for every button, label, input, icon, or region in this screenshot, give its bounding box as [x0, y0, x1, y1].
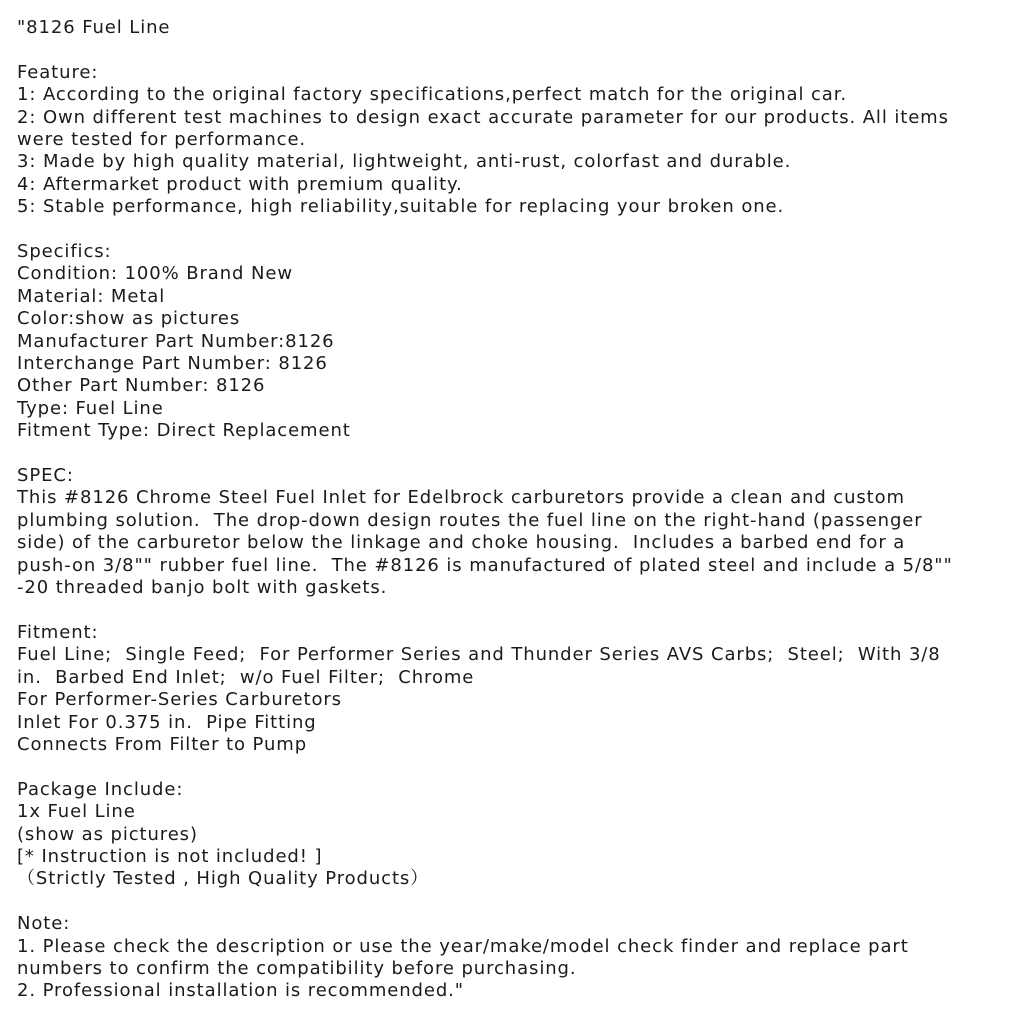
text-line: [* Instruction is not included! ]: [17, 845, 323, 867]
section-package-include: [17, 779, 1014, 891]
text-line: -20 threaded banjo bolt with gaskets.: [17, 577, 388, 599]
text-line: Condition: 100% Brand New: [17, 263, 293, 285]
section-heading: Package Include:: [17, 778, 184, 800]
text-line: 3: Made by high quality material, lightweight, anti-rust, colorfast and durable.: [17, 151, 792, 173]
product-title: "8126 Fuel Line: [17, 17, 171, 38]
section-feature: [17, 62, 1014, 219]
text-line: Manufacturer Part Number:8126: [17, 330, 335, 352]
section-spec: [17, 465, 1014, 599]
text-line: 2: Own different test machines to design exact accurate parameter for our products. All items: [17, 106, 949, 128]
text-line: Type: Fuel Line: [17, 397, 164, 419]
text-line: in. Barbed End Inlet; w/o Fuel Filter; Chrome: [17, 666, 475, 688]
text-line: (show as pictures): [17, 823, 198, 845]
section-fitment: [17, 622, 1014, 756]
text-line: Inlet For 0.375 in. Pipe Fitting: [17, 711, 317, 733]
section-heading: Specifics:: [17, 241, 112, 263]
text-line: Connects From Filter to Pump: [17, 733, 308, 755]
section-specifics: [17, 241, 1014, 443]
section-heading: Note:: [17, 913, 71, 935]
text-line: were tested for performance.: [17, 129, 307, 151]
text-line: Material: Metal: [17, 285, 166, 307]
text-line: 2. Professional installation is recommended.": [17, 980, 464, 1002]
text-line: 1: According to the original factory specifications,perfect match for the original car.: [17, 84, 847, 106]
text-line: 5: Stable performance, high reliability,suitable for replacing your broken one.: [17, 196, 785, 218]
text-line: Fuel Line; Single Feed; For Performer Series and Thunder Series AVS Carbs; Steel; With 3/8: [17, 644, 941, 666]
text-line: push-on 3/8"" rubber fuel line. The #8126 is manufactured of plated steel and include a 5/8"": [17, 554, 953, 576]
text-line: Color:show as pictures: [17, 308, 241, 330]
text-line: This #8126 Chrome Steel Fuel Inlet for Edelbrock carburetors provide a clean and custom: [17, 487, 905, 509]
text-line: plumbing solution. The drop-down design routes the fuel line on the right-hand (passenger: [17, 509, 923, 531]
text-line: numbers to confirm the compatibility before purchasing.: [17, 957, 577, 979]
text-line: （Strictly Tested , High Quality Products）: [17, 868, 430, 890]
text-line: 1. Please check the description or use the year/make/model check finder and replace part: [17, 935, 909, 957]
section-note: [17, 913, 1014, 1003]
text-line: For Performer-Series Carburetors: [17, 689, 342, 711]
text-line: 4: Aftermarket product with premium quality.: [17, 173, 463, 195]
text-line: 1x Fuel Line: [17, 801, 136, 823]
text-line: side) of the carburetor below the linkage and choke housing. Includes a barbed end for a: [17, 532, 906, 554]
section-heading: SPEC:: [17, 465, 74, 487]
text-line: Other Part Number: 8126: [17, 375, 266, 397]
section-heading: Fitment:: [17, 621, 99, 643]
text-line: Fitment Type: Direct Replacement: [17, 420, 351, 442]
section-heading: Feature:: [17, 61, 99, 83]
text-line: Interchange Part Number: 8126: [17, 353, 328, 375]
